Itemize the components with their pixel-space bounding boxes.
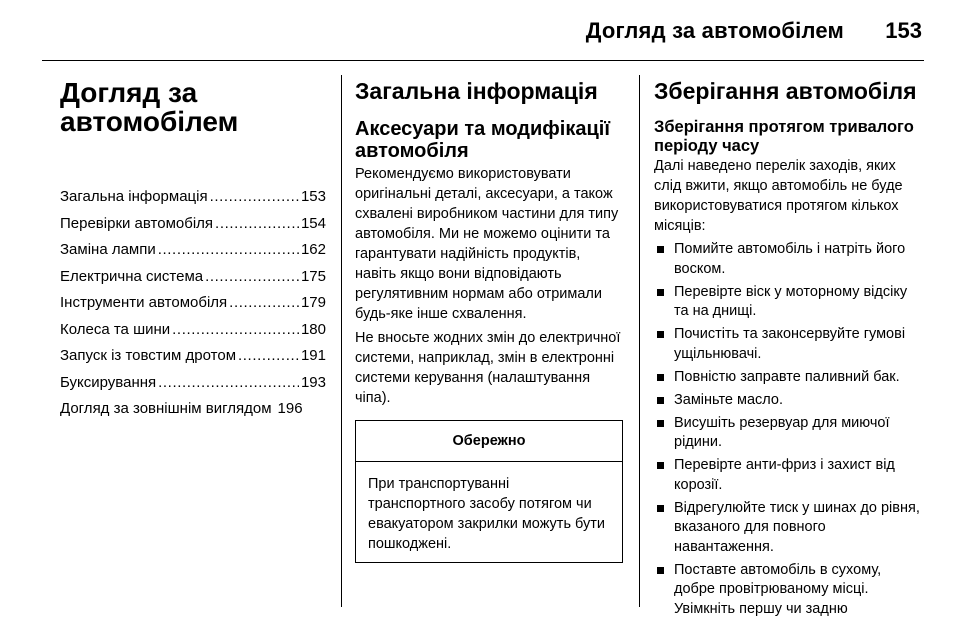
storage-intro: Далі наведено перелік заходів, яких слід вжити, якщо автомобіль не буде використовуватися протягом кількох місяців: (654, 158, 903, 234)
toc-entry-title: Загальна інформація (60, 188, 208, 205)
running-header-title: Догляд за автомобілем (585, 18, 844, 43)
toc-entry-title: Електрична система (60, 267, 204, 285)
toc-entry[interactable] (60, 268, 326, 295)
list-item (654, 283, 924, 322)
toc-leader (210, 188, 299, 205)
list-item-text: Помийте автомобіль і натріть його воском. (674, 241, 906, 277)
bullet-square-icon (654, 391, 674, 411)
storage-column (654, 78, 924, 623)
list-item-text: Відрегулюйте тиск у шинах до рівня, вказаного для повного навантаження. (674, 499, 920, 555)
toc-leader (158, 374, 299, 391)
toc-entry[interactable] (60, 215, 326, 242)
toc-entry-page: 180 (300, 320, 326, 338)
list-item-text: Заміньте масло. (674, 391, 784, 408)
paragraph-accessories: Рекомендуємо використовувати оригінальні деталі, аксесуари, а також схвалені виробником частини для типу автомобіля. Ми не можемо оцінити та гарантувати надійність продуктів, навіть якщо вони відповідають регулятивним нормам або отримали будь-яке інше схвалення. (355, 166, 619, 322)
list-item (654, 561, 924, 620)
caution-text: При транспортуванні транспортного засобу потягом чи евакуатором закрилки можуть бути пошкоджені. (368, 476, 606, 552)
subheading-accessories: Аксесуари та модифікації автомобіля (355, 118, 610, 162)
toc-entry[interactable] (60, 294, 326, 321)
list-item (654, 414, 924, 453)
toc-leader (238, 347, 299, 364)
list-item-text: Перевірте анти-фриз і захист від корозії. (674, 457, 895, 493)
toc-entry-title: Заміна лампи (60, 241, 156, 258)
toc-entry[interactable] (60, 374, 326, 401)
bullet-square-icon (654, 240, 674, 279)
bullet-square-icon (654, 283, 674, 322)
bullet-square-icon (654, 368, 674, 388)
chapter-title (60, 78, 326, 136)
bullet-square-icon (654, 325, 674, 364)
toc-entry[interactable] (60, 188, 326, 215)
toc-entry[interactable] (60, 400, 326, 427)
chapter-title-line1: Догляд за (60, 77, 198, 108)
list-item (654, 499, 924, 558)
column-divider-right (639, 75, 640, 607)
toc-entry-title: Буксирування (60, 373, 157, 391)
bullet-square-icon (654, 456, 674, 495)
toc-entry[interactable] (60, 241, 326, 268)
list-item-text: Поставте автомобіль в сухому, добре провітрюваному місці. Увімкніть першу чи задню (674, 561, 882, 617)
toc-entry[interactable] (60, 321, 326, 348)
list-item-text: Перевірте віск у моторному відсіку та на днищі. (674, 283, 908, 319)
storage-checklist (654, 240, 924, 619)
toc-leader (158, 241, 299, 258)
toc-entry-page: 191 (300, 347, 326, 364)
chapter-title-line2: автомобілем (60, 106, 239, 137)
page-number: 153 (885, 18, 922, 43)
toc-leader (205, 268, 299, 285)
toc-entry-title: Колеса та шини (60, 320, 171, 338)
toc-entry-page: 162 (300, 241, 326, 258)
list-item-text: Повністю заправте паливний бак. (674, 368, 900, 385)
toc-entry-page: 179 (300, 294, 326, 311)
section-heading-storage: Зберігання автомобіля (654, 78, 917, 104)
paragraph-electrics: Не вносьте жодних змін до електричної системи, наприклад, змін в електронні системи керування (налаштування чіпа). (355, 330, 621, 406)
list-item-text: Почистіть та законсервуйте гумові ущільнювачі. (674, 326, 906, 362)
toc-leader (172, 321, 299, 338)
bullet-square-icon (654, 561, 674, 620)
list-item (654, 456, 924, 495)
toc-entry-page: 154 (300, 214, 326, 232)
toc-entry-title: Догляд за зовнішнім виглядом (60, 400, 272, 417)
list-item-text: Висушіть резервуар для миючої рідини. (674, 414, 890, 450)
toc-column (60, 78, 326, 427)
bullet-square-icon (654, 414, 674, 453)
table-of-contents (60, 188, 326, 427)
list-item (654, 325, 924, 364)
bullet-square-icon (654, 499, 674, 558)
caution-box (355, 420, 623, 563)
list-item (654, 368, 924, 388)
column-divider-left (341, 75, 342, 607)
caution-title: Обережно (356, 421, 622, 462)
general-info-column (355, 78, 623, 563)
toc-entry-title: Запуск із товстим дротом (60, 347, 237, 364)
toc-leader (229, 294, 299, 311)
toc-entry-title: Перевірки автомобіля (60, 214, 214, 232)
toc-entry[interactable] (60, 347, 326, 374)
toc-entry-page: 196 (277, 400, 303, 417)
toc-leader (215, 215, 299, 232)
toc-entry-page: 175 (300, 267, 326, 285)
section-heading-general: Загальна інформація (355, 78, 598, 104)
toc-entry-page: 153 (300, 188, 326, 205)
list-item (654, 240, 924, 279)
toc-entry-title: Інструменти автомобіля (60, 294, 228, 311)
list-item (654, 391, 924, 411)
subheading-long-term-storage: Зберігання протягом тривалого періоду часу (654, 118, 914, 155)
header-divider (42, 60, 924, 61)
toc-entry-page: 193 (300, 373, 326, 391)
